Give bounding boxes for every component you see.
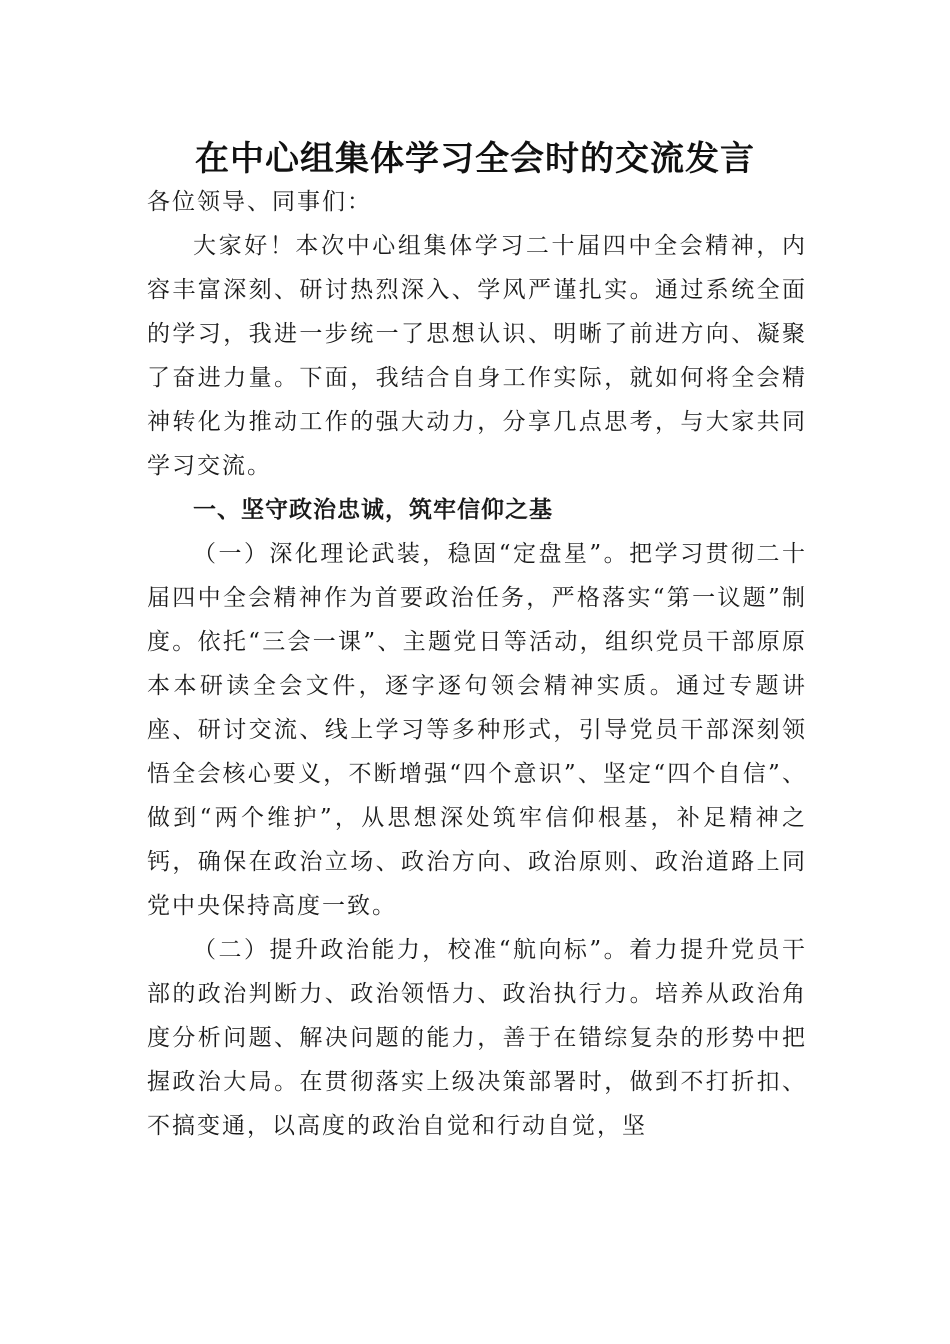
subsection-lead-1: （一）深化理论武装，稳固“定盘星”。 bbox=[193, 541, 630, 567]
document-title: 在中心组集体学习全会时的交流发言 bbox=[195, 138, 755, 179]
subsection-paragraph-2 bbox=[147, 928, 807, 1148]
subsection-lead-2: （二）提升政治能力，校准“航向标”。 bbox=[193, 937, 630, 963]
subsection-text-1: 把学习贯彻二十届四中全会精神作为首要政治任务，严格落实“第一议题”制度。依托“三会一课”、主题党日等活动，组织党员干部原原本本研读全会文件，逐字逐句领会精神实质。通过专题讲座、研讨交流、线上学习等多种形式，引导党员干部深刻领悟全会核心要义，不断增强“四个意识”、坚定“四个自信”、做到“两个维护”，从思想深处筑牢信仰根基，补足精神之钙，确保在政治立场、政治方向、政治原则、政治道路上同党中央保持高度一致。 bbox=[147, 541, 807, 919]
subsection-paragraph-1 bbox=[147, 532, 807, 928]
intro-paragraph: 大家好！本次中心组集体学习二十届四中全会精神，内容丰富深刻、研讨热烈深入、学风严谨扎实。通过系统全面的学习，我进一步统一了思想认识、明晰了前进方向、凝聚了奋进力量。下面，我结合自身工作实际，就如何将全会精神转化为推动工作的强大动力，分享几点思考，与大家共同学习交流。 bbox=[147, 233, 807, 479]
section-heading-1: 一、坚守政治忠诚，筑牢信仰之基 bbox=[193, 497, 553, 523]
subsection-text-2: 着力提升党员干部的政治判断力、政治领悟力、政治执行力。培养从政治角度分析问题、解决问题的能力，善于在错综复杂的形势中把握政治大局。在贯彻落实上级决策部署时，做到不打折扣、不搞变通，以高度的政治自觉和行动自觉，坚 bbox=[147, 937, 807, 1139]
salutation: 各位领导、同事们： bbox=[147, 189, 372, 215]
document-body bbox=[147, 180, 807, 1148]
